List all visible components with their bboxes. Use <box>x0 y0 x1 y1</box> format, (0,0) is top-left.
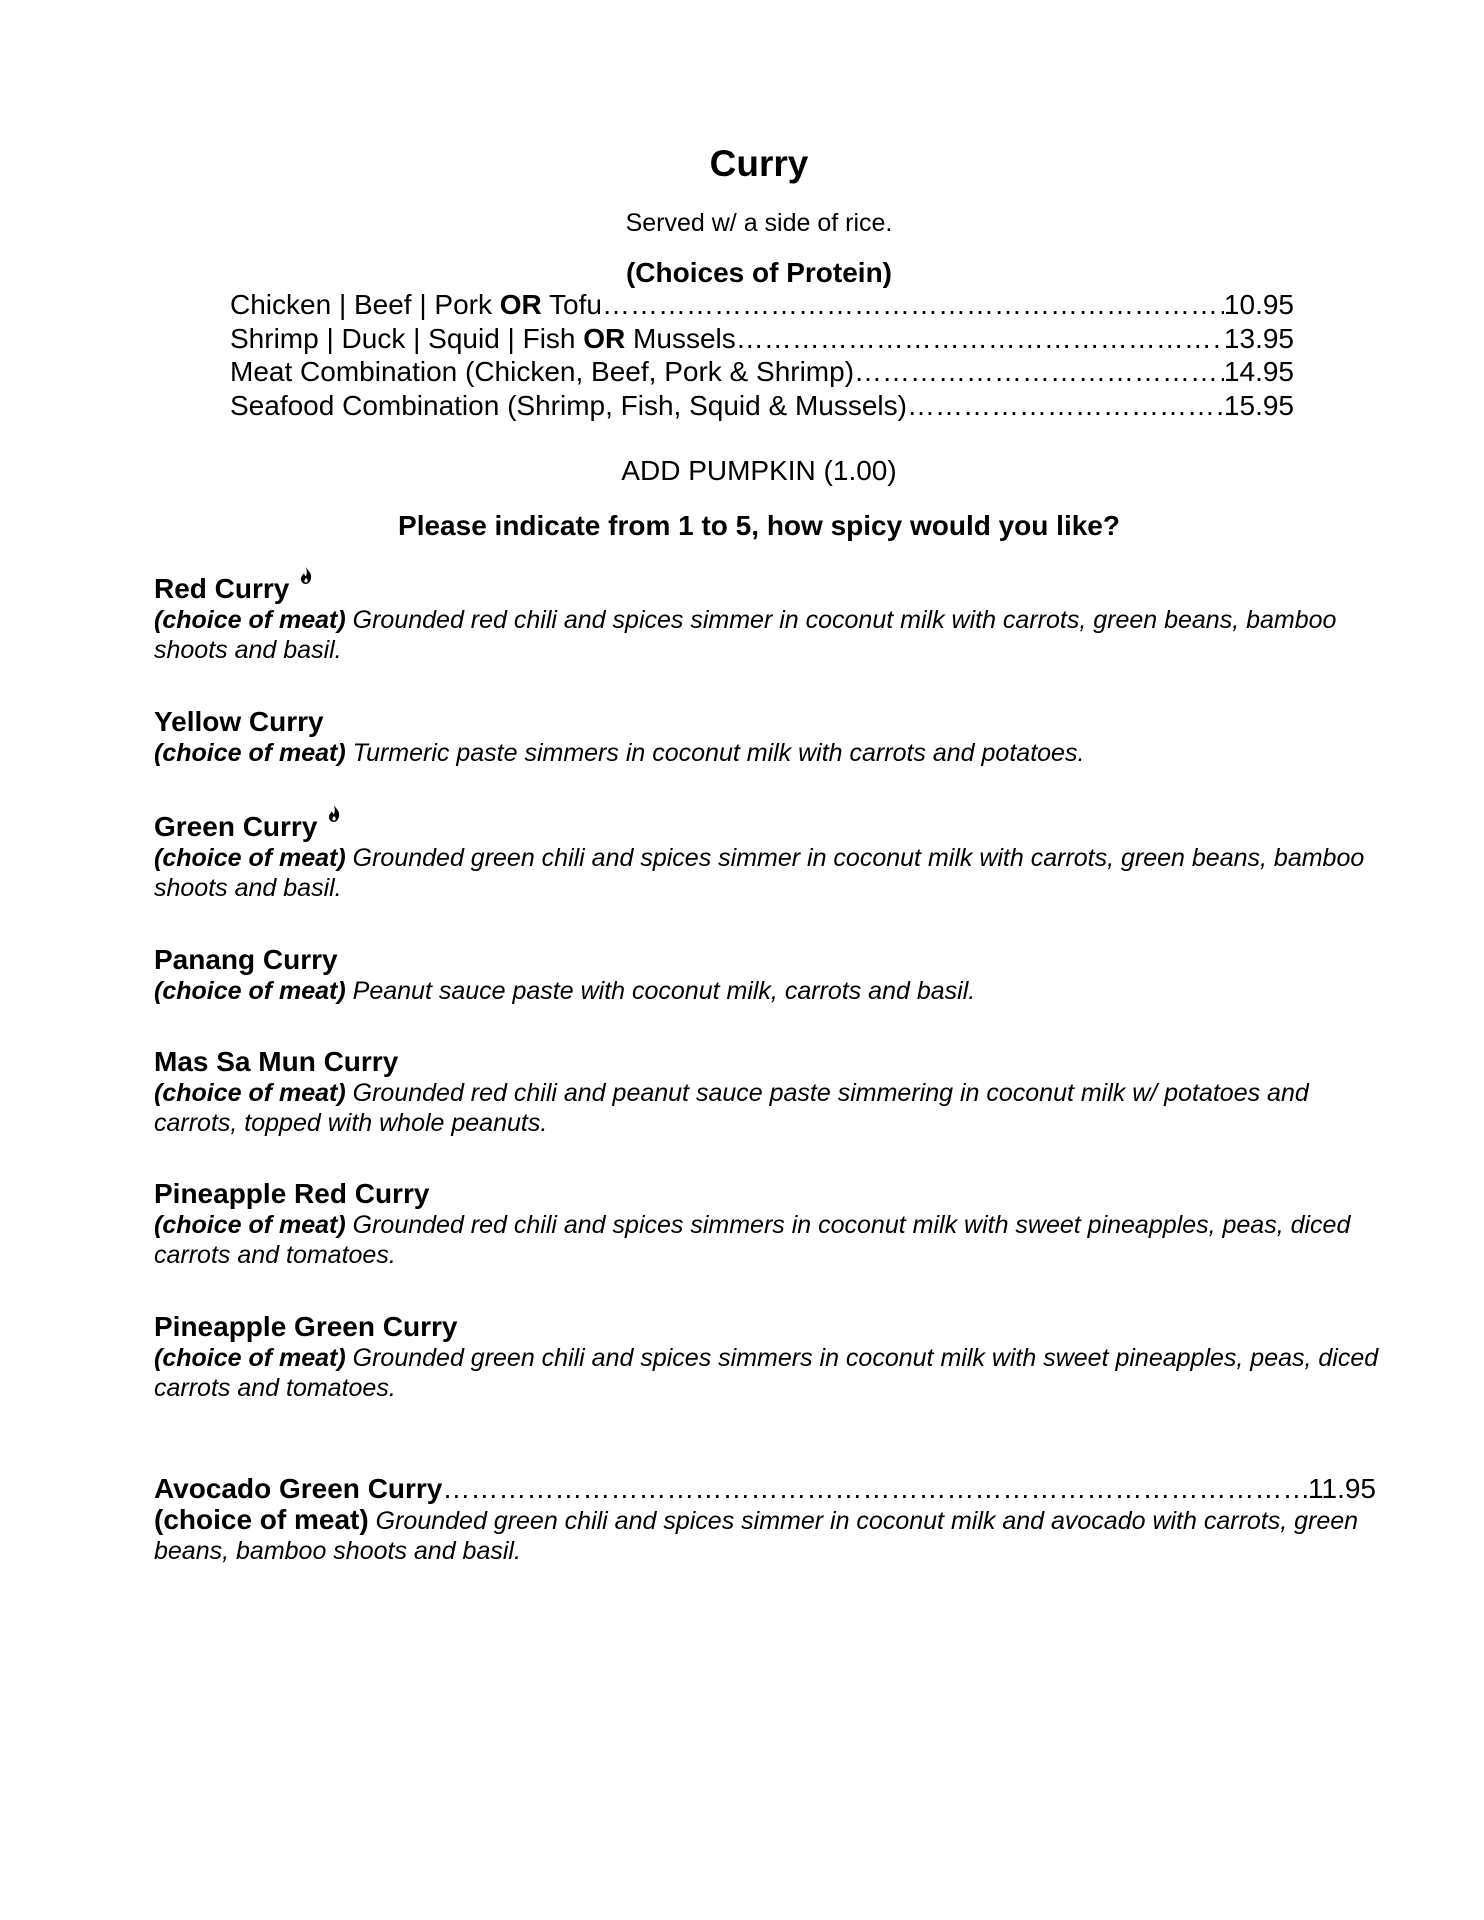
menu-item-panang-curry <box>154 944 1384 1006</box>
menu-item-name: Yellow Curry <box>154 706 324 737</box>
protein-price: 10.95 <box>1223 289 1294 320</box>
menu-item-name: Red Curry <box>154 573 1384 605</box>
page-title: Curry <box>709 143 809 184</box>
menu-item-description: (choice of meat) Grounded green chili and spices simmer in coconut milk with carrots, green beans, bamboo shoots and basil. <box>154 844 1365 902</box>
protein-row <box>230 355 1294 389</box>
dot-leader <box>442 1473 1308 1505</box>
spicy-flame-icon <box>327 805 341 823</box>
menu-item-red-curry <box>154 573 1384 665</box>
protein-option-label: Meat Combination (Chicken, Beef, Pork & Shrimp) <box>230 356 855 387</box>
protein-price-list <box>230 288 1294 422</box>
menu-item-name: Pineapple Green Curry <box>154 1311 458 1342</box>
protein-row <box>230 322 1294 356</box>
protein-price: 14.95 <box>1223 356 1294 387</box>
menu-item-description: (choice of meat) Grounded red chili and peanut sauce paste simmering in coconut milk w/ potatoes and carrots, topped with whole peanuts. <box>154 1079 1309 1137</box>
menu-item-green-curry <box>154 811 1384 903</box>
spice-level-question: Please indicate from 1 to 5, how spicy would you like? <box>398 510 1120 541</box>
menu-item-mas-sa-mun-curry <box>154 1046 1384 1138</box>
protein-row <box>230 288 1294 322</box>
avocado-price-line <box>154 1473 1376 1505</box>
menu-item-name: Avocado Green Curry <box>154 1473 443 1504</box>
subtitle: Served w/ a side of rice. <box>625 209 893 237</box>
dot-leader <box>907 389 1224 423</box>
protein-row <box>230 389 1294 423</box>
menu-item-name: Mas Sa Mun Curry <box>154 1046 399 1077</box>
menu-item-name: Panang Curry <box>154 944 338 975</box>
protein-heading: (Choices of Protein) <box>625 257 892 288</box>
menu-item-avocado-green-curry <box>154 1473 1376 1566</box>
spicy-flame-icon <box>299 567 313 585</box>
menu-item-price: 11.95 <box>1308 1473 1376 1504</box>
add-pumpkin-note: ADD PUMPKIN (1.00) <box>621 455 897 486</box>
menu-item-pineapple-red-curry <box>154 1178 1384 1270</box>
dot-leader <box>854 355 1224 389</box>
menu-item-description: (choice of meat) Grounded red chili and spices simmers in coconut milk with sweet pineapples, peas, diced carrots and tomatoes. <box>154 1211 1351 1269</box>
protein-option-label: Seafood Combination (Shrimp, Fish, Squid & Mussels) <box>230 389 907 421</box>
protein-option-label: Shrimp | Duck | Squid | Fish OR Mussels <box>230 322 736 354</box>
protein-price: 13.95 <box>1223 322 1294 354</box>
menu-item-name: Pineapple Red Curry <box>154 1178 430 1209</box>
menu-item-description: (choice of meat) Peanut sauce paste with coconut milk, carrots and basil. <box>154 977 976 1005</box>
menu-item-description: (choice of meat) Grounded red chili and spices simmer in coconut milk with carrots, green beans, bamboo shoots and basil. <box>154 606 1337 664</box>
menu-item-description: (choice of meat) Grounded green chili and spices simmer in coconut milk and avocado with carrots, green beans, bamboo shoots and basil. <box>154 1504 1359 1565</box>
dot-leader <box>602 288 1224 322</box>
menu-item-description: (choice of meat) Turmeric paste simmers in coconut milk with carrots and potatoes. <box>154 739 1085 767</box>
menu-item-name: Green Curry <box>154 811 1384 843</box>
protein-price: 15.95 <box>1223 389 1294 421</box>
menu-item-pineapple-green-curry <box>154 1311 1384 1403</box>
menu-item-yellow-curry <box>154 706 1384 768</box>
protein-option-label: Chicken | Beef | Pork OR Tofu <box>230 289 602 320</box>
dot-leader <box>736 322 1224 356</box>
menu-item-description: (choice of meat) Grounded green chili and spices simmers in coconut milk with sweet pineapples, peas, diced carrots and tomatoes. <box>154 1344 1379 1402</box>
